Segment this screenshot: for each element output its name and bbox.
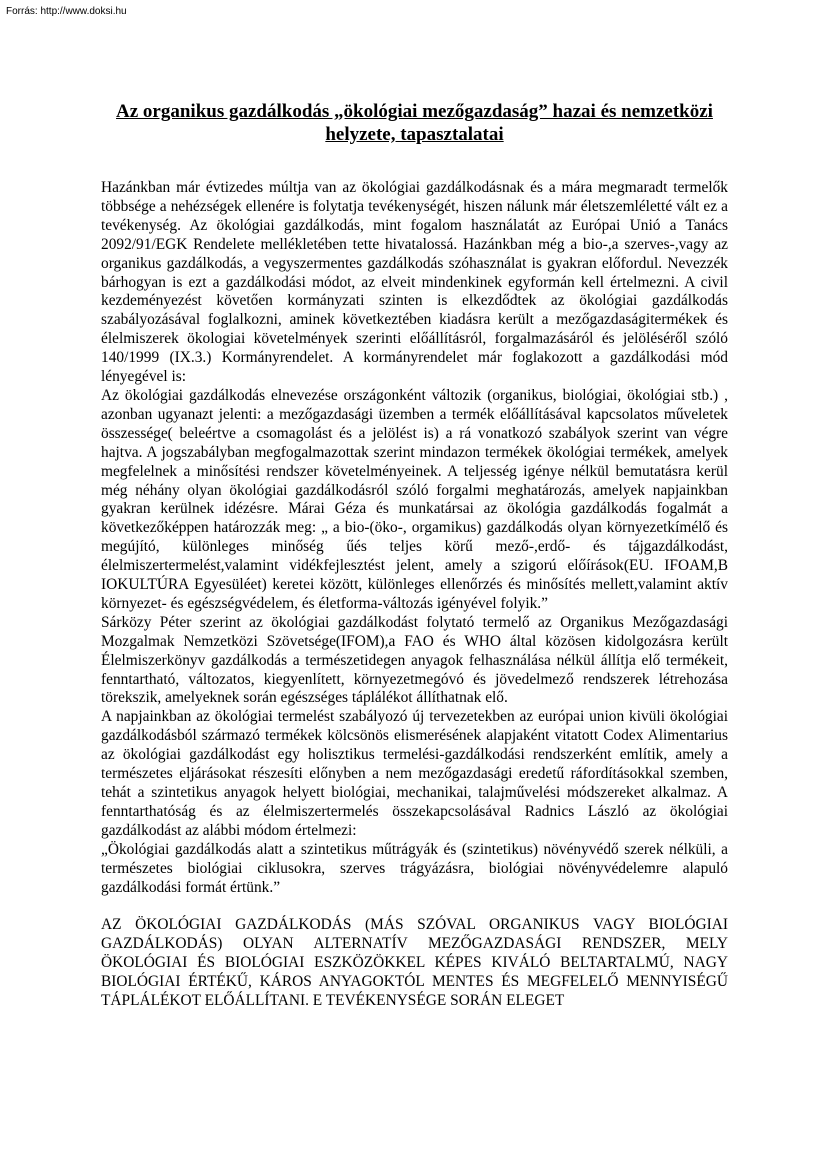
source-label: Forrás: http://www.doksi.hu [6, 6, 127, 17]
document-page [101, 100, 728, 1011]
paragraph-definition: Az ökológiai gazdálkodás elnevezése országonként változik (organikus, biológiai, ökológiai stb.) , azonban ugyanazt jelenti: a mezőgazdasági üzemben a termék előállításával kapcsolatos műveletek összessége( beleértve a csomagolást és a jelölést is) a rá vonatkozó szabályok szerint van végre hajtva. A jogszabályban megfogalmazottak szerint mindazon termékek ökológiai termékek, amelyek megfelelnek a minősítési rendszer követelményeinek. A teljesség igénye nélkül bemutatásra kerül még néhány olyan ökológiai gazdálkodásról szóló forgalmi meghatározás, amelyek napjainkban gyakran kerülnek idézésre. Márai Géza és munkatársai az ökológia gazdálkodás fogalmát a következőképpen határozzák meg: „ a bio-(öko-, orgamikus) gazdálkodás olyan környezetkímélő és megújító, különleges minőség űés teljes körű mező-,erdő- és tájgazdálkodást, élelmiszertermelést,valamint vidékfejlesztést jelent, amely a szigorú előírások(EU. IFOAM,B IOKULTÚRA Egyesüléet) keretei között, különleges ellenőrzés és minősítés mellett,valamint aktív környezet- és egészségvédelem, és életforma-változás igényével folyik.” [101, 386, 728, 612]
caps-paragraph: AZ ÖKOLÓGIAI GAZDÁLKODÁS (MÁS SZÓVAL ORGANIKUS VAGY BIOLÓGIAI GAZDÁLKODÁS) OLYAN ALTERNATÍV MEZŐGAZDASÁGI RENDSZER, MELY ÖKOLÓGIAI ÉS BIOLÓGIAI ESZKÖZÖKKEL KÉPES KIVÁLÓ BELTARTALMÚ, NAGY BIOLÓGIAI ÉRTÉKŰ, KÁROS ANYAGOKTÓL MENTES ÉS MEGFELELŐ MENNYISÉGŰ TÁPLÁLÉKOT ELŐÁLLÍTANI. E TEVÉKENYSÉGE SORÁN ELEGET [101, 916, 728, 1010]
paragraph-quote: „Ökológiai gazdálkodás alatt a szintetikus műtrágyák és (szintetikus) növényvédő szerek nélküli, a természetes biológiai ciklusokra, szerves trágyázásra, biológiai növényvédelemre alapuló gazdálkodási formát értünk.” [101, 840, 728, 896]
document-title: Az organikus gazdálkodás „ökológiai mezőgazdaság” hazai és nemzetközi helyzete, tapasztalatai [116, 101, 713, 145]
caps-paragraph-container [101, 916, 728, 1011]
paragraph-codex: A napjainkban az ökológiai termelést szabályozó új tervezetekben az európai union kivüli ökológiai gazdálkodásból származó termékek kölcsönös elismerésének alapjaként vitatott Codex Alimentarius az ökológiai gazdálkodást egy holisztikus termelési-gazdálkodási rendszerként említik, amely a természetes eljárásokat részesíti előnyben a nem mezőgazdasági eredetű ráfordításokkal szemben, tehát a szintetikus anyagok helyett biológiai, mechanikai, talajművelési módszereket alkalmaz. A fenntarthatóság és az élelmiszertermelés összekapcsolásával Radnics László az ökológiai gazdálkodást az alábbi módom értelmezi: [101, 708, 728, 839]
paragraph-intro: Hazánkban már évtizedes múltja van az ökológiai gazdálkodásnak és a mára megmaradt termelők többsége a nehézségek ellenére is folytatja tevékenységét, hiszen nálunk már életszemléletté vált ez a tevékenység. Az ökológiai gazdálkodás, mint fogalom használatát az Európai Unió a Tanács 2092/91/EGK Rendelete mellékletében tette hivatalossá. Hazánkban még a bio-,a szerves-,vagy az organikus gazdálkodás, a vegyszermentes gazdálkodás szóhasználat is gyakran előfordul. Nevezzék bárhogyan is ezt a gazdálkodási módot, az elveit mindenkinek egyformán kell értelmezni. A civil kezdeményezést követően kormányzati szinten is elkezdődtek az ökológiai gazdálkodás szabályozásával foglalkozni, aminek következtében kiadásra került a mezőgazdaságitermékek és élelmiszerek ökologiai követelmények szerinti előállításról, forgalmazásáról és jelöléséről szóló 140/1999 (IX.3.) Kormányrendelet. A kormányrendelet már foglakozott a gazdálkodási mód lényegével is: [101, 179, 728, 386]
paragraph-sarkozy: Sárközy Péter szerint az ökológiai gazdálkodást folytató termelő az Organikus Mezőgazdasági Mozgalmak Nemzetközi Szövetsége(IFOM),a FAO és WHO által közösen kidolgozásra került Élelmiszerkönyv gazdálkodás a természetidegen anyagok felhasználása nélkül állítja elő termékeit, fenntartható, változatos, kiegyenlített, környezetmegóvó és jövedelmező rendszerek létrehozása törekszik, amelyeknek során egészséges táplálékot állíthatnak elő. [101, 613, 728, 707]
